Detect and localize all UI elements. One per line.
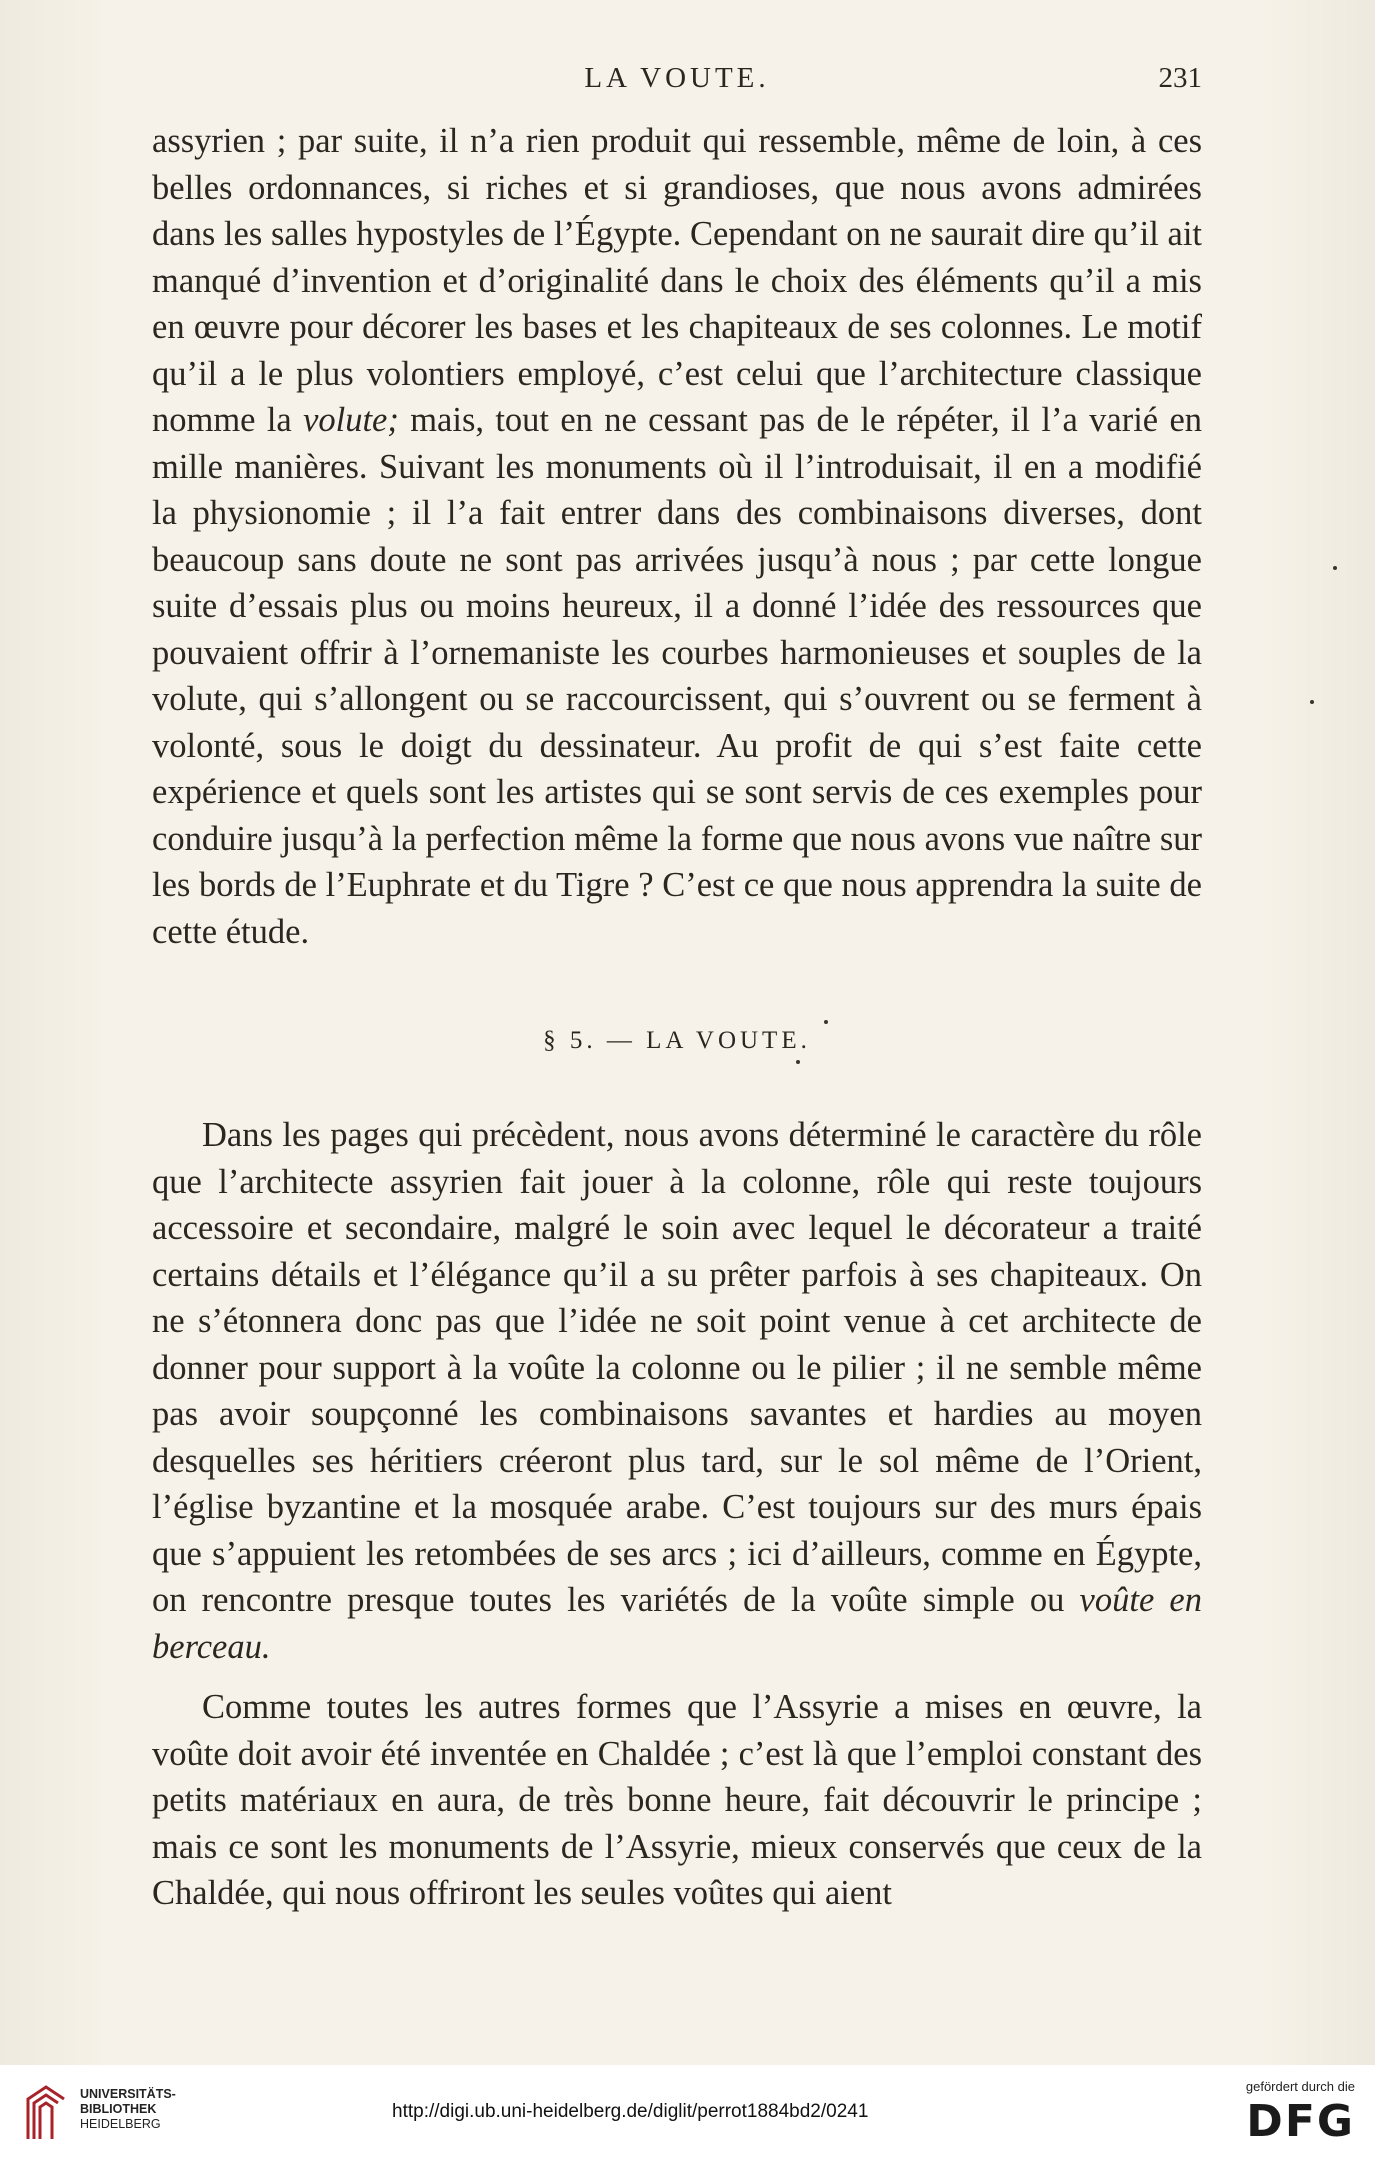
paragraph-1-rest: mais, tout en ne cessant pas de le répéter, il l’a varié en mille manières. Suivant les monuments où il l’introduisait, il en a modifié la physionomie ; il l’a fait entrer dans des combinaisons diverses, dont beaucoup sans doute ne sont pas arrivées jusqu’à nous ; par cette longue suite d’essais plus ou moins heureux, il a donné l’idée des ressources que pouvaient offrir à l’ornemaniste les courbes harmonieuses et souples de la volute, qui s’allongent ou se raccourcissent, qui s’ouvrent ou se ferment à volonté, sous le doigt du dessinateur. Au profit de qui s’est faite cette expérience et quels sont les artistes qui se sont servis de ces exemples pour conduire jusqu’à la perfection même la forme que nous avons vue naître sur les bords de l’Euphrate et du Tigre ? C’est ce que nous apprendra la suite de cette étude. (152, 401, 1203, 951)
dfg-funding (1215, 2079, 1355, 2153)
library-line-2: BIBLIOTHEK (80, 2102, 157, 2116)
running-head (152, 62, 1202, 102)
paragraph-3: Comme toutes les autres formes que l’Assyrie a mises en œuvre, la voûte doit avoir été inventée en Chaldée ; c’est là que l’emploi constant des petits matériaux en aura, de très bonne heure, fait découvrir le principe ; mais ce sont les monuments de l’Assyrie, mieux conservés que ceux de la Chaldée, qui nous offriront les seules voûtes qui aient (152, 1688, 1202, 1912)
paragraph-1-text: assyrien ; par suite, il n’a rien produit qui ressemble, même de loin, à ces belles ordonnances, si riches et si grandioses, que nous avons admirées dans les salles hypostyles de l’Égypte. Cependant on ne saurait dire qu’il ait manqué d’invention et d’originalité dans le choix des éléments qu’il a mis en œuvre pour décorer les bases et les chapiteaux de ses colonnes. Le motif qu’il a le plus volontiers employé, c’est celui que l’architecture classique nomme la (152, 122, 1202, 439)
page-number: 231 (1158, 62, 1202, 94)
library-line-1: UNIVERSITÄTS- (80, 2087, 176, 2101)
paragraph-2-text: Dans les pages qui précèdent, nous avons déterminé le caractère du rôle que l’architecte assyrien fait jouer à la colonne, rôle qui reste toujours accessoire et secondaire, malgré le soin avec lequel le décorateur a traité certains détails et l’élégance qu’il a su prêter parfois à ses chapiteaux. On ne s’étonnera donc pas que l’idée ne soit point venue à cet architecte de donner pour support à la voûte la colonne ou le pilier ; il ne semble même pas avoir soupçonné les combinaisons savantes et hardies au moyen desquelles ses héritiers créeront plus tard, sur le sol même de l’Orient, l’église byzantine et la mosquée arabe. C’est toujours sur des murs épais que s’appuient les retombées de ses arcs ; ici d’ailleurs, comme en Égypte, on rencontre presque toutes les variétés de la voûte simple ou (152, 1116, 1202, 1619)
section-heading: § 5. — LA VOUTE. (543, 1027, 811, 1054)
funding-caption: gefördert durch die (1245, 2079, 1355, 2094)
university-library-name (80, 2087, 176, 2132)
paragraph-2-italic: voûte en berceau. (152, 1581, 1202, 1666)
scan-speck (1310, 700, 1314, 704)
university-library-logo-icon (22, 2083, 70, 2141)
body-text-top (152, 118, 1202, 955)
scan-speck (1333, 566, 1337, 570)
paragraph-1 (152, 118, 1202, 955)
library-line-3: HEIDELBERG (80, 2117, 161, 2131)
paragraph-2 (152, 1112, 1202, 1670)
dfg-logo: DFG (1246, 2096, 1355, 2147)
running-title: LA VOUTE. (584, 62, 770, 94)
source-url-link[interactable]: http://digi.ub.uni-heidelberg.de/diglit/perrot1884bd2/0241 (392, 2101, 869, 2122)
body-text-bottom (152, 1112, 1202, 1917)
scan-speck (824, 1020, 828, 1024)
paragraph-1-italic: volute; (303, 401, 399, 439)
scan-speck (796, 1060, 800, 1064)
footer-bar (0, 2065, 1375, 2159)
